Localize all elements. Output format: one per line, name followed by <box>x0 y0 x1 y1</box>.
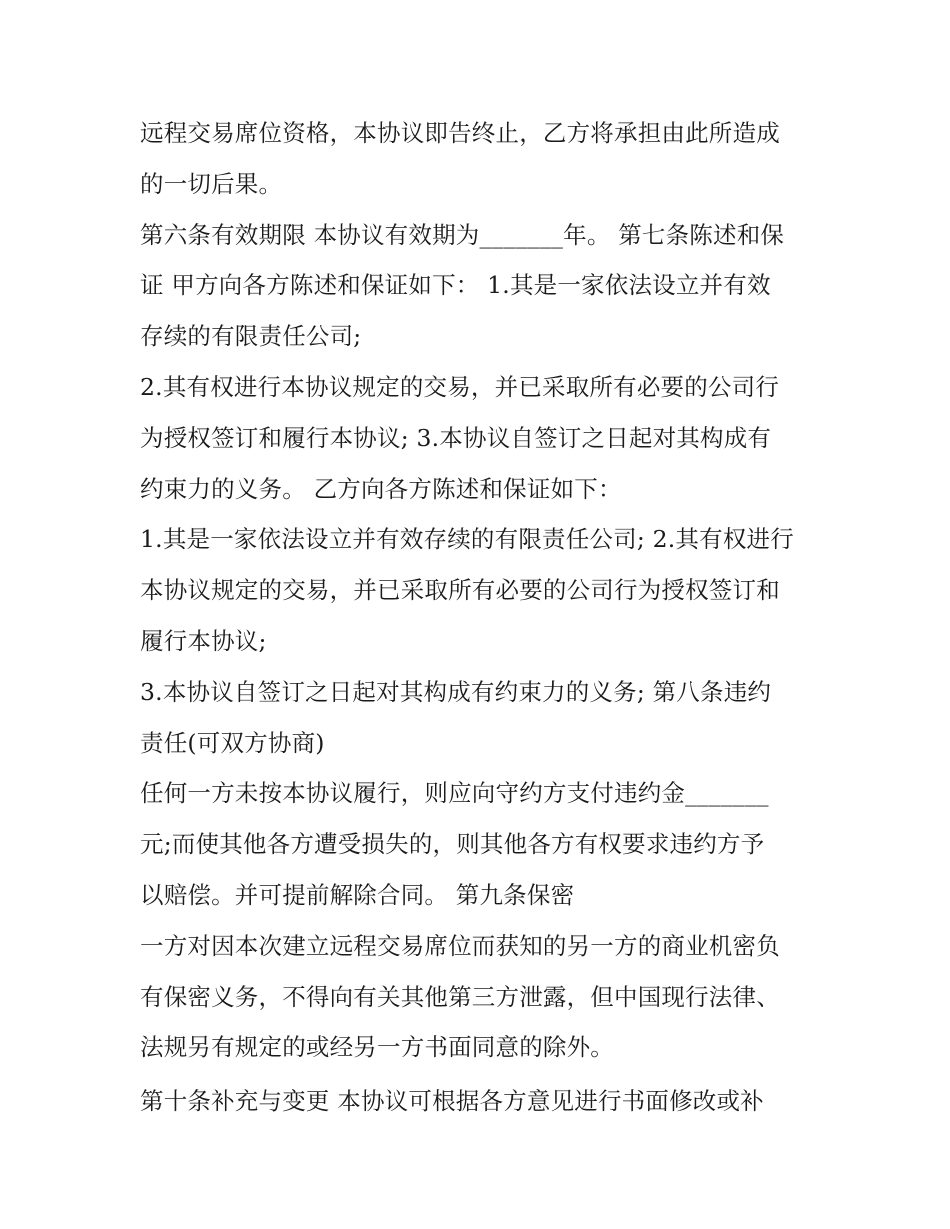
text-line: 远程交易席位资格，本协议即告终止，乙方将承担由此所造成 <box>140 119 780 147</box>
text-line: 元;而使其他各方遭受损失的，则其他各方有权要求违约方予 <box>140 830 765 859</box>
text-line: 履行本协议; <box>140 626 267 655</box>
text-line: 法规另有规定的或经另一方书面同意的除外。 <box>140 1033 614 1062</box>
text-line: 任何一方未按本协议履行，则应向守约方支付违约金_______ <box>140 779 769 808</box>
text-line: 以赔偿。并可提前解除合同。 第九条保密 <box>140 880 575 909</box>
text-line: 1.其是一家依法设立并有效存续的有限责任公司; 2.其有权进行 <box>140 525 794 554</box>
text-line: 一方对因本次建立远程交易席位而获知的另一方的商业机密负 <box>140 931 780 960</box>
text-line: 第六条有效期限 本协议有效期为_______年。 第七条陈述和保 <box>140 220 785 249</box>
text-line: 的一切后果。 <box>140 169 283 198</box>
text-line: 为授权签订和履行本协议; 3.本协议自签订之日起对其构成有 <box>140 423 772 452</box>
text-line: 本协议规定的交易，并已采取所有必要的公司行为授权签订和 <box>140 576 780 605</box>
text-line: 责任(可双方协商) <box>140 728 325 757</box>
document-body <box>140 108 820 1127</box>
text-line: 证 甲方向各方陈述和保证如下： 1.其是一家依法设立并有效 <box>140 271 771 300</box>
text-line: 3.本协议自签订之日起对其构成有约束力的义务; 第八条违约 <box>140 677 772 706</box>
text-line: 第十条补充与变更 本协议可根据各方意见进行书面修改或补 <box>140 1087 764 1116</box>
text-line: 约束力的义务。 乙方向各方陈述和保证如下： <box>140 474 622 503</box>
text-line: 存续的有限责任公司; <box>140 322 362 351</box>
text-line: 有保密义务，不得向有关其他第三方泄露，但中国现行法律、 <box>140 982 780 1011</box>
text-line: 2.其有权进行本协议规定的交易，并已采取所有必要的公司行 <box>140 372 780 401</box>
